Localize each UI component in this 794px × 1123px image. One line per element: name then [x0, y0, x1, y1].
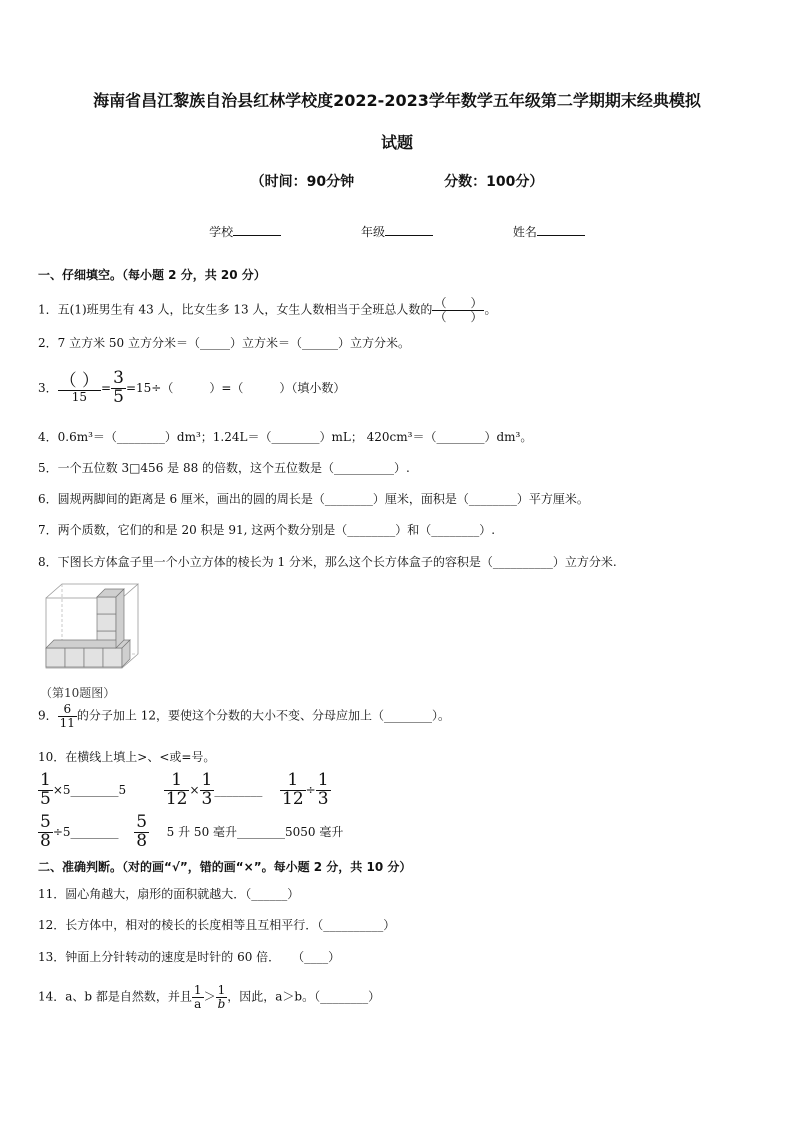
question-7: 7．两个质数，它们的和是 20 积是 91, 这两个数分别是（________）和（________）.: [38, 523, 496, 537]
question-14: 14．a、b 都是自然数，并且 $\frac{1}{a}$ ＞ $\frac{1}{b}$ ，因此，a＞b。（________）: [38, 983, 381, 1011]
exam-info: [0, 171, 794, 191]
q3-fraction-1: $\frac{( )}{15}$: [59, 370, 100, 405]
page-title-line1: 海南省昌江黎族自治县红林学校度2022-2023学年数学五年级第二学期期末经典模拟: [93, 91, 701, 110]
q1-fraction: $\frac{( )}{( )}$: [434, 296, 483, 324]
section1-title: 一、仔细填空。（每小题 2 分，共 20 分）: [38, 268, 266, 282]
q10-row1: $\frac{1}{5}$ ×5________5 $\frac{1}{12}$ × $\frac{1}{3}$ ________ $\frac{1}{12}$ ÷ $\frac{1}{3}$: [40, 770, 329, 809]
question-2: 2．7 立方米 50 立方分米＝（_____）立方米＝（______）立方分米。: [38, 336, 410, 350]
q10-row2: $\frac{5}{8}$ ÷5________ $\frac{5}{8}$ 5 升 50 毫升________5050 毫升: [40, 812, 344, 851]
section2-title: 二、准确判断。（对的画“√”，错的画“×”。每小题 2 分，共 10 分）: [38, 860, 412, 874]
grade-field[interactable]: [385, 223, 433, 236]
grade-label: 年级: [360, 225, 385, 239]
q1-text: 1．五(1)班男生有 43 人，比女生多 13 人，女生人数相当于全班总人数的: [38, 302, 433, 317]
school-field[interactable]: [233, 223, 281, 236]
question-13: 13．钟面上分针转动的速度是时针的 60 倍． （____）: [38, 950, 341, 964]
q3-fraction-2: $\frac{3}{5}$: [113, 368, 124, 407]
question-9: 9． $\frac{6}{11}$ 的分子加上 12，要使这个分数的大小不变、分母应加上（________）。: [38, 702, 451, 730]
question-10: 10．在横线上填上>、<或=号。: [38, 750, 216, 764]
question-4: 4．0.6m³＝（________）dm³；1.24L＝（________）mL； 420cm³＝（________）dm³。: [38, 430, 533, 444]
q9-fraction: $\frac{6}{11}$: [59, 702, 75, 730]
question-12: 12．长方体中，相对的棱长的长度相等且互相平行．（__________）: [38, 918, 396, 932]
question-5: 5．一个五位数 3□456 是 88 的倍数，这个五位数是（__________）.: [38, 461, 410, 475]
question-11: 11．圆心角越大，扇形的面积就越大．（______）: [38, 887, 300, 901]
exam-score: 分数：100分）: [444, 174, 544, 190]
question-3: 3． $\frac{( )}{15}$ = $\frac{3}{5}$ =15÷（ ）=（ ）（填小数）: [38, 368, 346, 407]
question-6: 6．圆规两脚间的距离是 6 厘米，画出的圆的周长是（________）厘米，面积是（________）平方厘米。: [38, 492, 589, 506]
page-title-line2: 试题: [380, 133, 413, 152]
exam-time: （时间：90分钟: [250, 174, 355, 190]
name-field[interactable]: [537, 223, 585, 236]
figure-caption: （第10题图）: [40, 686, 116, 700]
name-label: 姓名: [512, 225, 537, 239]
question-8: 8．下图长方体盒子里一个小立方体的棱长为 1 分米，那么这个长方体盒子的容积是（__________）立方分米.: [38, 555, 617, 569]
school-label: 学校: [209, 225, 234, 239]
cuboid-box-figure: [40, 578, 140, 673]
student-fields: [0, 223, 794, 240]
question-1: 1．五(1)班男生有 43 人，比女生多 13 人，女生人数相当于全班总人数的 $\frac{( )}{( )}$ 。: [38, 296, 497, 324]
